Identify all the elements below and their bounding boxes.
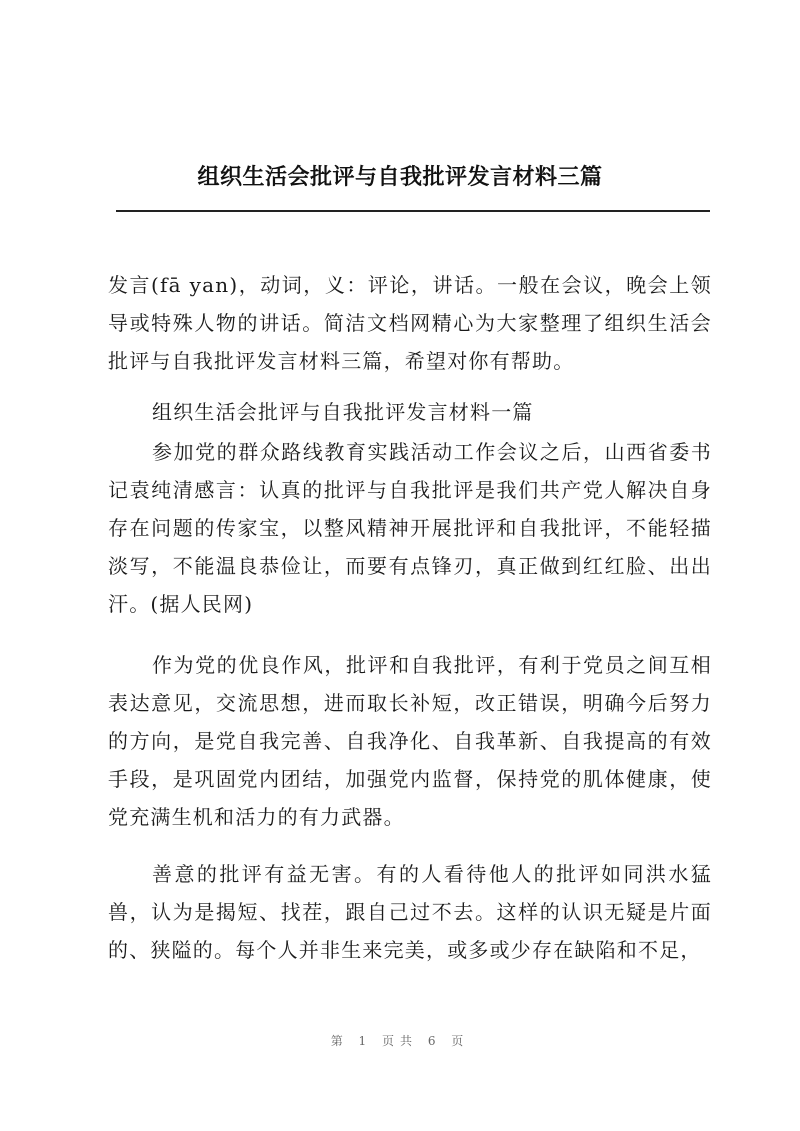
section-heading: 组织生活会批评与自我批评发言材料一篇 [152, 400, 534, 424]
title-underline [116, 210, 710, 212]
body-paragraph: 善意的批评有益无害。有的人看待他人的批评如同洪水猛兽，认为是揭短、找茬，跟自己过不去。这样的认识无疑是片面的、狭隘的。每个人并非生来完美，或多或少存在缺陷和不足， [108, 862, 712, 962]
body-paragraph: 作为党的优良作风，批评和自我批评，有利于党员之间互相表达意见，交流思想，进而取长补短，改正错误，明确今后努力的方向，是党自我完善、自我净化、自我革新、自我提高的有效手段，是巩固党内团结，加强党内监督，保持党的肌体健康，使党充满生机和活力的有力武器。 [108, 653, 712, 829]
document-title: 组织生活会批评与自我批评发言材料三篇 [197, 165, 603, 190]
intro-paragraph: 发言(fā yan)，动词，义：评论，讲话。一般在会议，晚会上领导或特殊人物的讲话。简洁文档网精心为大家整理了组织生活会批评与自我批评发言材料三篇，希望对你有帮助。 [108, 273, 712, 373]
body-paragraph: 参加党的群众路线教育实践活动工作会议之后，山西省委书记袁纯清感言：认真的批评与自我批评是我们共产党人解决自身存在问题的传家宝，以整风精神开展批评和自我批评，不能轻描淡写，不能温良恭俭让，而要有点锋刃，真正做到红红脸、出出汗。(据人民网) [108, 440, 712, 616]
page-footer: 第 1 页共 6 页 [330, 1034, 470, 1048]
